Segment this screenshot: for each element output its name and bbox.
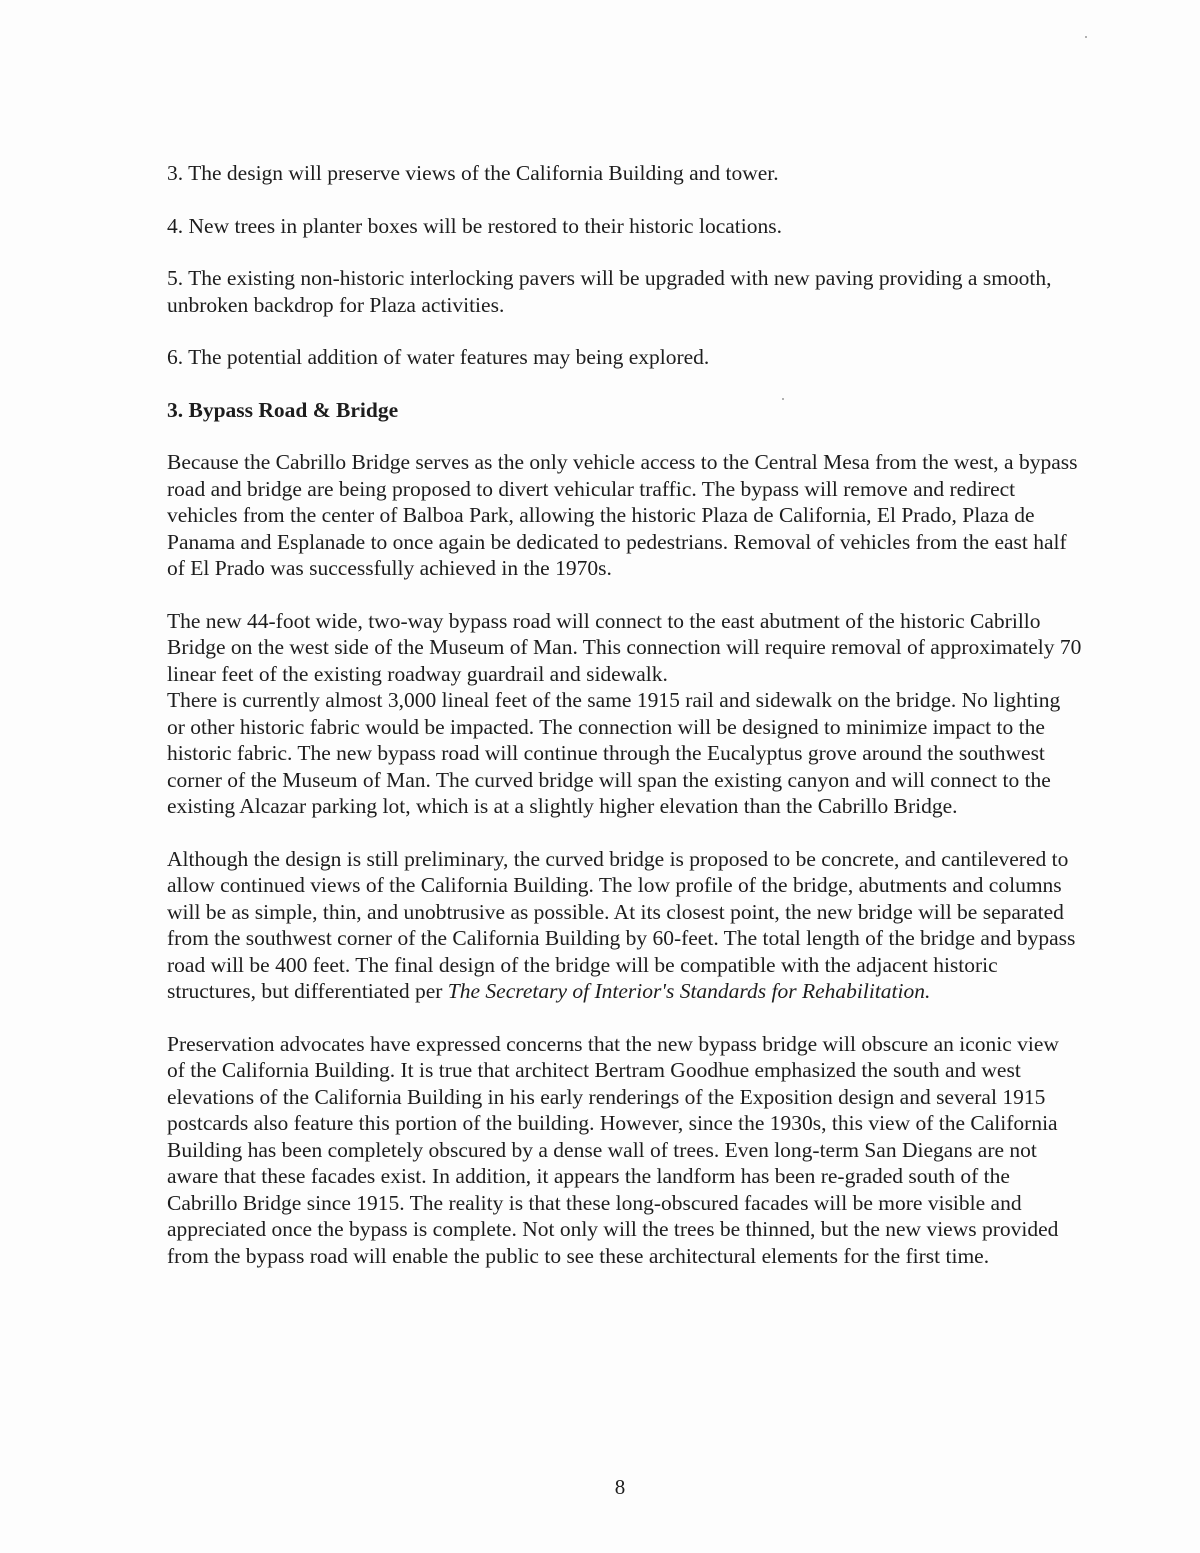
scan-speck xyxy=(1085,36,1087,38)
paragraph: There is currently almost 3,000 lineal feet of the same 1915 rail and sidewalk on the bridge. No lighting or other historic fabric would be impacted. The connection will be designed to minimize impact to the historic fabric. The new bypass road will continue through the Eucalyptus grove around the southwest corner of the Museum of Man. The curved bridge will span the existing canyon and will connect to the existing Alcazar parking lot, which is at a slightly higher elevation than the Cabrillo Bridge. xyxy=(167,688,1061,818)
publication-title: The Secretary of Interior's Standards for Rehabilitation xyxy=(447,979,925,1003)
paragraph: Because the Cabrillo Bridge serves as the only vehicle access to the Central Mesa from the west, a bypass road and bridge are being proposed to divert vehicular traffic. The bypass will remove and redirect vehicles from the center of Balboa Park, allowing the historic Plaza de California, El Prado, Plaza de Panama and Esplanade to once again be dedicated to pedestrians. Removal of vehicles from the east half of El Prado was successfully achieved in the 1970s. xyxy=(167,450,1078,580)
list-item: 6. The potential addition of water features may being explored. xyxy=(167,345,710,369)
paragraph-text: Although the design is still preliminary, the curved bridge is proposed to be concrete, and cantilevered to allow continued views of the California Building. The low profile of the bridge, abutments and columns will be as simple, thin, and unobtrusive as possible. At its closest point, the new bridge will be separated from the southwest corner of the California Building by 60-feet. The total length of the bridge and bypass road will be 400 feet. The final design of the bridge will be compatible with the adjacent historic structures, but differentiated per xyxy=(167,846,1076,1003)
paragraph: Preservation advocates have expressed concerns that the new bypass bridge will obscure an iconic view of the California Building. It is true that architect Bertram Goodhue emphasized the south and west elevations of the California Building in his early renderings of the Exposition design and several 1915 postcards also feature this portion of the building. However, since the 1930s, this view of the California Building has been completely obscured by a dense wall of trees. Even long-term San Diegans are not aware that these facades exist. In addition, it appears the landform has been re-graded south of the Cabrillo Bridge since 1915. The reality is that these long-obscured facades will be more visible and appreciated once the bypass is complete. Not only will the trees be thinned, but the new views provided from the bypass road will enable the public to see these architectural elements for the first time. xyxy=(167,1031,1059,1268)
page-number: 8 xyxy=(614,1475,626,1499)
paragraph: The new 44-foot wide, two-way bypass road will connect to the east abutment of the historic Cabrillo Bridge on the west side of the Museum of Man. This connection will require removal of approximately 70 linear feet of the existing roadway guardrail and sidewalk. xyxy=(167,608,1082,686)
paragraph-end: . xyxy=(924,979,931,1003)
paragraph xyxy=(167,846,1082,1005)
section-heading: 3. Bypass Road & Bridge xyxy=(167,397,399,422)
document-body xyxy=(167,160,1082,1295)
list-item: 4. New trees in planter boxes will be restored to their historic locations. xyxy=(167,213,782,238)
list-item: 5. The existing non-historic interlocking pavers will be upgraded with new paving providing a smooth, unbroken backdrop for Plaza activities. xyxy=(167,266,1052,317)
list-item: 3. The design will preserve views of the California Building and tower. xyxy=(167,161,779,185)
